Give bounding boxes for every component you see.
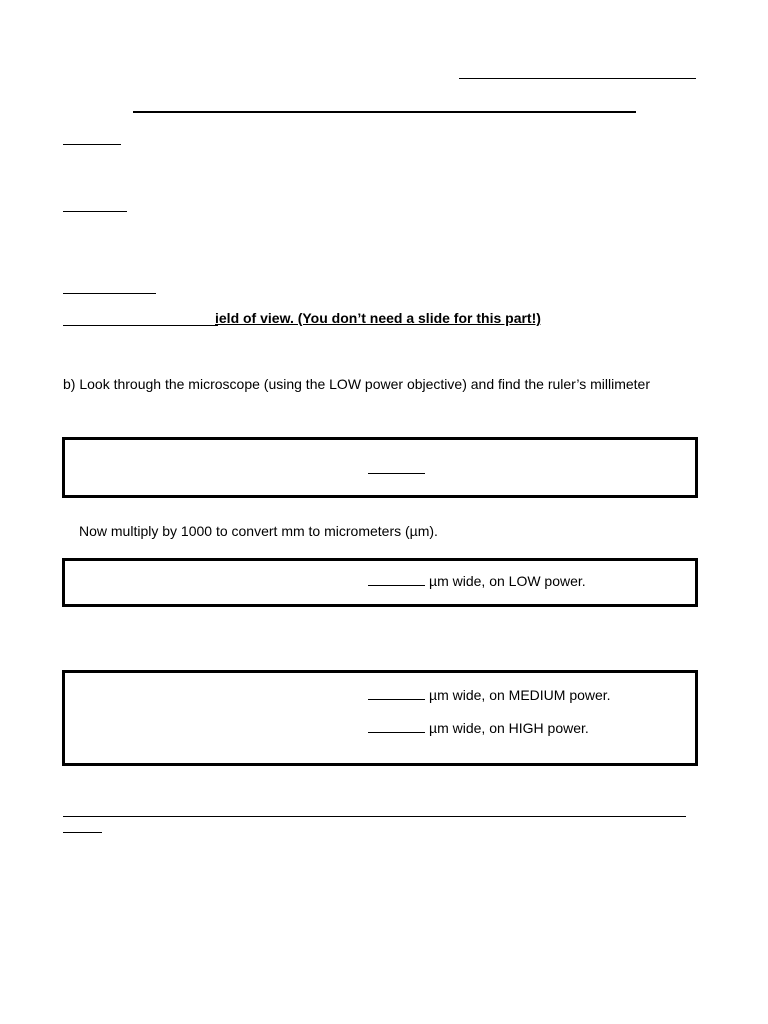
answer-box-medium-high — [62, 670, 698, 766]
low-power-suffix: µm wide, on LOW power. — [429, 573, 586, 589]
label-underline-1 — [63, 144, 121, 145]
high-power-blank[interactable] — [368, 720, 425, 733]
convert-instruction: Now multiply by 1000 to convert mm to micrometers (µm). — [79, 523, 438, 539]
medium-power-answer — [368, 687, 611, 703]
mm-answer-blank[interactable] — [368, 473, 425, 474]
step-b-instruction: b) Look through the microscope (using the LOW power objective) and find the ruler’s millimeter — [63, 376, 650, 392]
high-power-answer — [368, 720, 589, 736]
label-underline-3 — [63, 293, 156, 294]
fov-heading-underline-lead — [63, 325, 218, 326]
medium-power-blank[interactable] — [368, 687, 425, 700]
low-power-blank[interactable] — [368, 573, 425, 586]
name-blank-line[interactable] — [459, 78, 696, 79]
answer-box-mm — [62, 437, 698, 498]
fov-heading: ield of view. (You don’t need a slide for this part!) — [215, 310, 541, 326]
bottom-answer-line-short[interactable] — [63, 832, 102, 833]
answer-box-low — [62, 558, 698, 607]
label-underline-2 — [63, 211, 127, 212]
title-underline — [133, 111, 636, 113]
high-power-suffix: µm wide, on HIGH power. — [429, 720, 589, 736]
medium-power-suffix: µm wide, on MEDIUM power. — [429, 687, 611, 703]
low-power-answer — [368, 573, 586, 589]
bottom-answer-line[interactable] — [63, 816, 686, 817]
